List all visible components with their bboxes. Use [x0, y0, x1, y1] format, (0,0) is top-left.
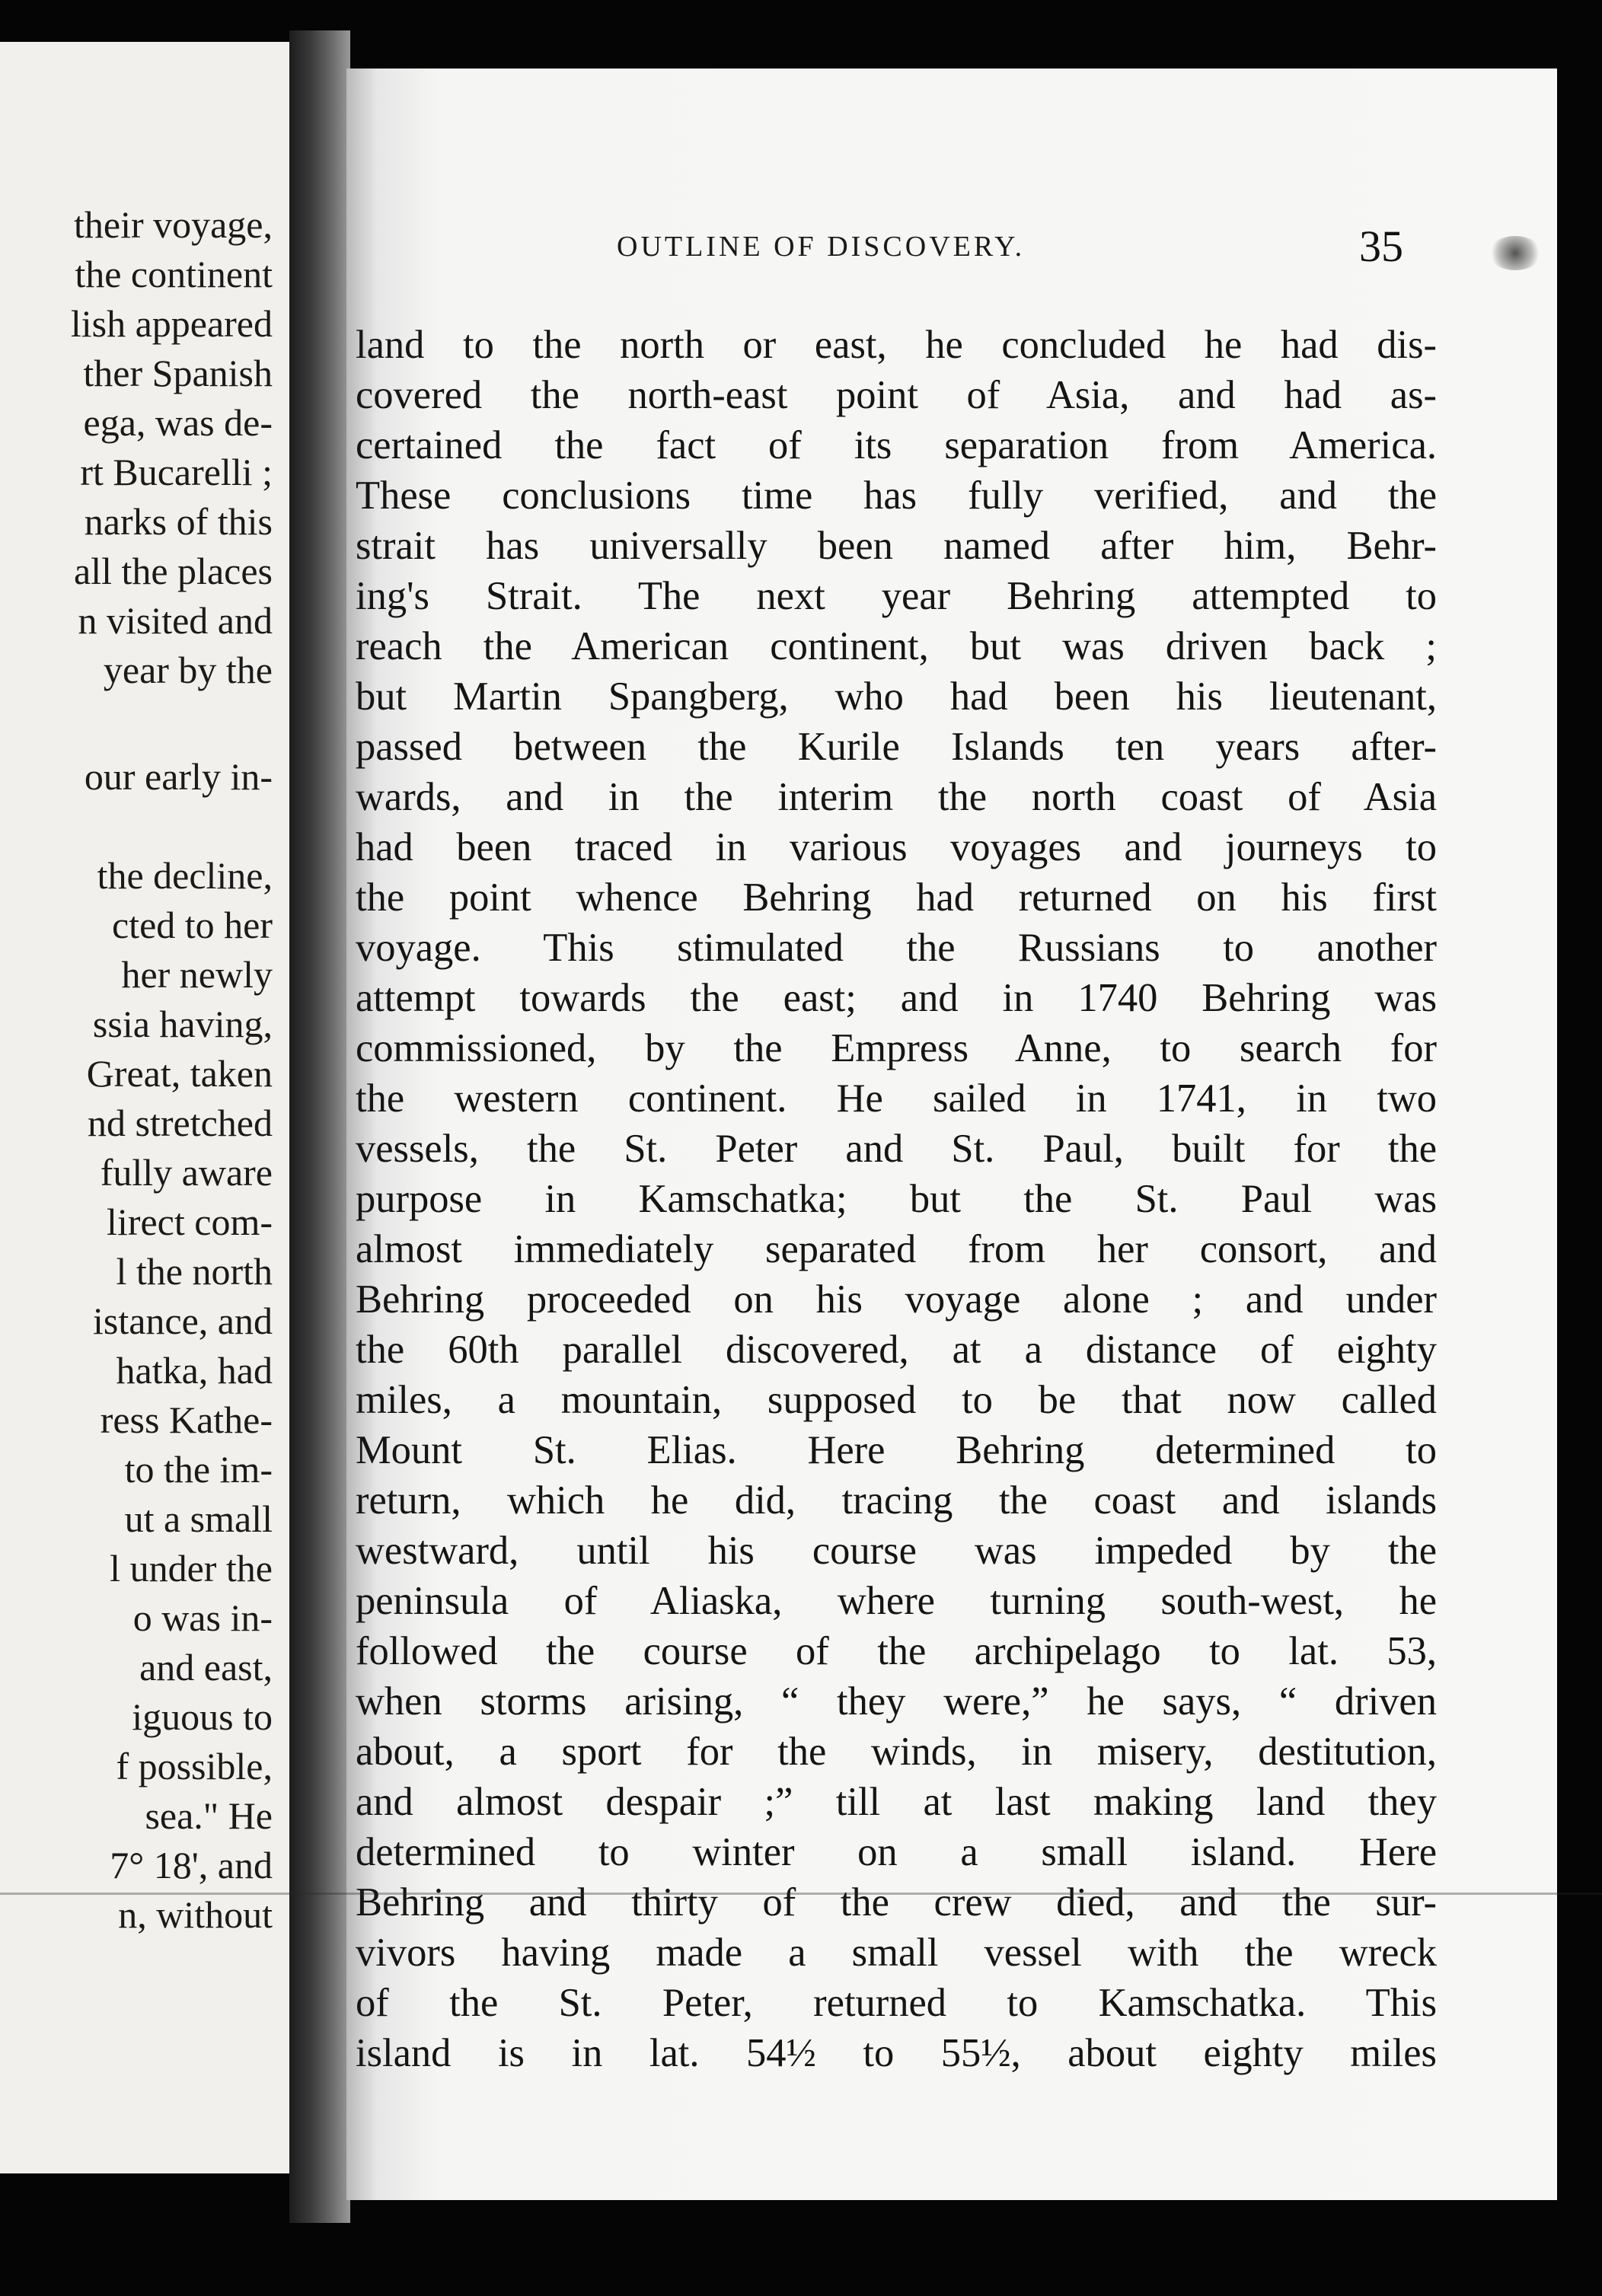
left-page-line: l the north — [116, 1250, 273, 1293]
body-line: attempt towards the east; and in 1740 Behring was — [356, 976, 1437, 1020]
body-line: island is in lat. 54½ to 55½, about eighty miles — [356, 2031, 1437, 2075]
body-line: vivors having made a small vessel with the wreck — [356, 1931, 1437, 1975]
left-page-line: lirect com- — [107, 1201, 273, 1243]
left-page-line: n visited and — [78, 599, 273, 642]
body-line: Behring and thirty of the crew died, and the sur- — [356, 1880, 1437, 1924]
left-page-line: fully aware — [100, 1151, 273, 1194]
body-line: peninsula of Aliaska, where turning south-west, he — [356, 1579, 1437, 1623]
body-line: purpose in Kamschatka; but the St. Paul was — [356, 1177, 1437, 1221]
left-page-line: ut a small — [124, 1497, 273, 1540]
body-line: had been traced in various voyages and journeys to — [356, 825, 1437, 869]
body-line: but Martin Spangberg, who had been his lieutenant, — [356, 674, 1437, 719]
body-line: almost immediately separated from her consort, and — [356, 1227, 1437, 1271]
body-line: westward, until his course was impeded by the — [356, 1529, 1437, 1573]
left-page-line: cted to her — [111, 904, 273, 946]
left-page-line: istance, and — [92, 1299, 273, 1342]
right-page — [346, 69, 1557, 2200]
left-page-line: hatka, had — [116, 1349, 273, 1392]
body-text — [356, 320, 1437, 2078]
scan-line-artifact — [0, 1893, 1602, 1895]
left-page-line: her newly — [121, 953, 273, 996]
body-line: followed the course of the archipelago to lat. 53, — [356, 1629, 1437, 1673]
left-page-line: ress Kathe- — [100, 1398, 273, 1441]
left-page-line: nd stretched — [88, 1102, 273, 1144]
left-page-line: ssia having, — [92, 1003, 273, 1045]
left-page-line: iguous to — [132, 1695, 273, 1738]
body-line: determined to winter on a small island. Here — [356, 1830, 1437, 1874]
left-page-line: their voyage, — [73, 203, 273, 246]
body-line: miles, a mountain, supposed to be that now called — [356, 1378, 1437, 1422]
body-line: the point whence Behring had returned on his first — [356, 875, 1437, 920]
body-line: return, which he did, tracing the coast and islands — [356, 1478, 1437, 1523]
body-line: land to the north or east, he concluded he had dis- — [356, 323, 1437, 367]
left-page-line: to the im- — [124, 1448, 273, 1491]
body-line: the western continent. He sailed in 1741, in two — [356, 1076, 1437, 1121]
body-line: wards, and in the interim the north coast of Asia — [356, 775, 1437, 819]
running-head: OUTLINE OF DISCOVERY. — [617, 231, 1026, 263]
left-page-line: the continent — [75, 253, 273, 295]
left-page-line: narks of this — [84, 500, 273, 543]
left-page-line: o was in- — [132, 1596, 273, 1639]
body-line: These conclusions time has fully verified, and the — [356, 474, 1437, 518]
left-page-fragment — [0, 42, 305, 2173]
left-page-line: the decline, — [97, 854, 273, 897]
body-line: covered the north-east point of Asia, and had as- — [356, 373, 1437, 417]
body-line: when storms arising, “ they were,” he says, “ driven — [356, 1679, 1437, 1724]
left-page-line: sea." He — [145, 1794, 273, 1837]
body-line: the 60th parallel discovered, at a distance of eighty — [356, 1328, 1437, 1372]
body-line: passed between the Kurile Islands ten years after- — [356, 725, 1437, 769]
body-line: certained the fact of its separation from America. — [356, 423, 1437, 467]
body-line: reach the American continent, but was driven back ; — [356, 624, 1437, 668]
left-page-line: year by the — [103, 649, 273, 691]
ink-smudge — [1489, 236, 1542, 270]
left-page-line: n, without — [118, 1893, 273, 1936]
left-page-line: and east, — [139, 1646, 273, 1689]
left-page-line: rt Bucarelli ; — [80, 451, 273, 493]
left-page-line: l under the — [110, 1547, 273, 1590]
body-line: vessels, the St. Peter and St. Paul, built for the — [356, 1127, 1437, 1171]
body-line: about, a sport for the winds, in misery, destitution, — [356, 1730, 1437, 1774]
body-line: and almost despair ;” till at last making land they — [356, 1780, 1437, 1824]
left-page-line: Great, taken — [86, 1052, 273, 1095]
body-line: Behring proceeded on his voyage alone ; and under — [356, 1277, 1437, 1322]
left-page-line: all the places — [74, 550, 273, 592]
body-line: ing's Strait. The next year Behring attempted to — [356, 574, 1437, 618]
body-line: of the St. Peter, returned to Kamschatka. This — [356, 1981, 1437, 2025]
left-page-line: our early in- — [84, 755, 273, 798]
left-page-line: lish appeared — [70, 302, 273, 345]
left-page-line: ther Spanish — [83, 352, 273, 394]
body-line: commissioned, by the Empress Anne, to search for — [356, 1026, 1437, 1070]
body-line: Mount St. Elias. Here Behring determined to — [356, 1428, 1437, 1472]
page-number: 35 — [1359, 222, 1403, 271]
left-page-line: 7° 18', and — [110, 1844, 273, 1886]
body-line: strait has universally been named after him, Behr- — [356, 524, 1437, 568]
left-page-line: f possible, — [116, 1745, 273, 1787]
body-line: voyage. This stimulated the Russians to another — [356, 926, 1437, 970]
left-page-line: ega, was de- — [83, 401, 273, 444]
